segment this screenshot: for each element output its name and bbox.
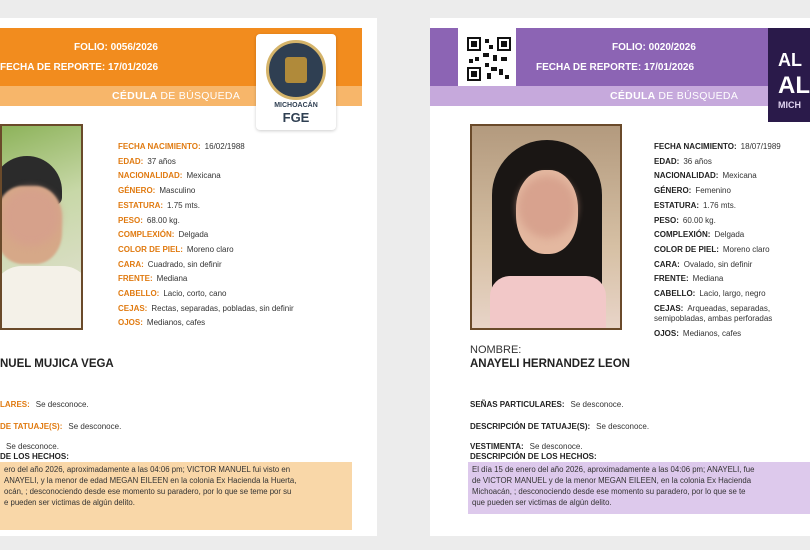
field-row: FRENTE: Mediana [118, 274, 188, 284]
name-label: NOMBRE: [470, 344, 522, 356]
field-row: FECHA NACIMIENTO: 16/02/1988 [118, 142, 245, 151]
clothing-line: Se desconoce. [6, 442, 59, 451]
folio: FOLIO: 0056/2026 [74, 42, 158, 53]
events-description: ero del año 2026, aproximadamente a las 04:06 pm; VICTOR MANUEL fui visto en ANAYELI, y la menor de edad MEGAN EILEEN en la colonia Ex Hacienda la Huerta, ocán, ; desconociendo desde ese momento su paradero, por lo que se teme por su e pueden ser victimas de algún delito. [0, 462, 352, 530]
card-subtitle: CÉDULA DE BÚSQUEDA [610, 90, 739, 102]
field-row: NACIONALIDAD: Mexicana [118, 171, 221, 181]
seal-icon [266, 40, 326, 100]
tattoo-line: DESCRIPCIÓN DE TATUAJE(S): Se desconoce. [470, 422, 650, 431]
person-name: ANAYELI HERNANDEZ LEON [470, 358, 630, 370]
field-row: EDAD: 36 años [654, 156, 712, 166]
field-row: COMPLEXIÓN: Delgada [654, 230, 745, 240]
field-row: COLOR DE PIEL: Moreno claro [654, 244, 770, 254]
search-card-left [0, 18, 377, 536]
qr-code-icon [458, 28, 516, 86]
events-title: DESCRIPCIÓN DE LOS HECHOS: [470, 452, 597, 461]
clothing-line: VESTIMENTA: Se desconoce. [470, 442, 583, 451]
field-row: NACIONALIDAD: Mexicana [654, 171, 757, 181]
person-name: NUEL MUJICA VEGA [0, 358, 114, 370]
field-row: OJOS: Medianos, cafes [118, 318, 206, 328]
seal-subtitle: MICHOACÁN [274, 102, 318, 109]
events-description: El día 15 de enero del año 2026, aproximadamente a las 04:06 pm; ANAYELI, fue de VICTOR MANUEL y de la menor MEGAN EILEEN, en la colonia Ex Hacienda Michoacán, ; desconociendo desde ese momento su paradero, por lo que se te que pueden ser victimas de algún delito. [468, 462, 810, 514]
field-row: CARA: Ovalado, sin definir [654, 259, 753, 269]
field-row: FECHA NACIMIENTO: 18/07/1989 [654, 142, 781, 151]
field-row: CEJAS: Rectas, separadas, pobladas, sin definir [118, 303, 294, 313]
field-row: CABELLO: Lacio, corto, cano [118, 289, 227, 299]
person-photo [470, 124, 622, 330]
field-row: COMPLEXIÓN: Delgada [118, 230, 209, 240]
field-row: ESTATURA: 1.76 mts. [654, 200, 736, 210]
seal-title: FGE [282, 110, 310, 125]
search-card-right [430, 18, 810, 536]
tattoo-line: DE TATUAJE(S): Se desconoce. [0, 422, 122, 431]
person-fields [654, 142, 810, 343]
report-date: FECHA DE REPORTE: 17/01/2026 [536, 62, 695, 73]
field-row: OJOS: Medianos, cafes [654, 328, 742, 338]
field-row: PESO: 68.00 kg. [118, 215, 180, 225]
alert-logo: AL AL MICH [768, 28, 810, 122]
field-row: ESTATURA: 1.75 mts. [118, 200, 200, 210]
person-photo [0, 124, 83, 330]
person-fields [118, 142, 368, 333]
field-row: CABELLO: Lacio, largo, negro [654, 289, 766, 299]
field-row: EDAD: 37 años [118, 156, 176, 166]
field-row: GÉNERO: Femenino [654, 186, 731, 196]
fge-logo [256, 34, 336, 130]
report-date: FECHA DE REPORTE: 17/01/2026 [0, 62, 159, 73]
marks-line: SEÑAS PARTICULARES: Se desconoce. [470, 400, 624, 409]
field-row: CARA: Cuadrado, sin definir [118, 259, 222, 269]
marks-line: LARES: Se desconoce. [0, 400, 89, 409]
field-row: PESO: 60.00 kg. [654, 215, 716, 225]
folio: FOLIO: 0020/2026 [612, 42, 696, 53]
card-subtitle: CÉDULA DE BÚSQUEDA [112, 90, 241, 102]
field-row: FRENTE: Mediana [654, 274, 724, 284]
events-title: DE LOS HECHOS: [0, 452, 69, 461]
field-row: CEJAS: Arqueadas, separadas, semipobladas, ambas perforadas [654, 303, 773, 323]
field-row: GÉNERO: Masculino [118, 186, 196, 196]
field-row: COLOR DE PIEL: Moreno claro [118, 244, 234, 254]
